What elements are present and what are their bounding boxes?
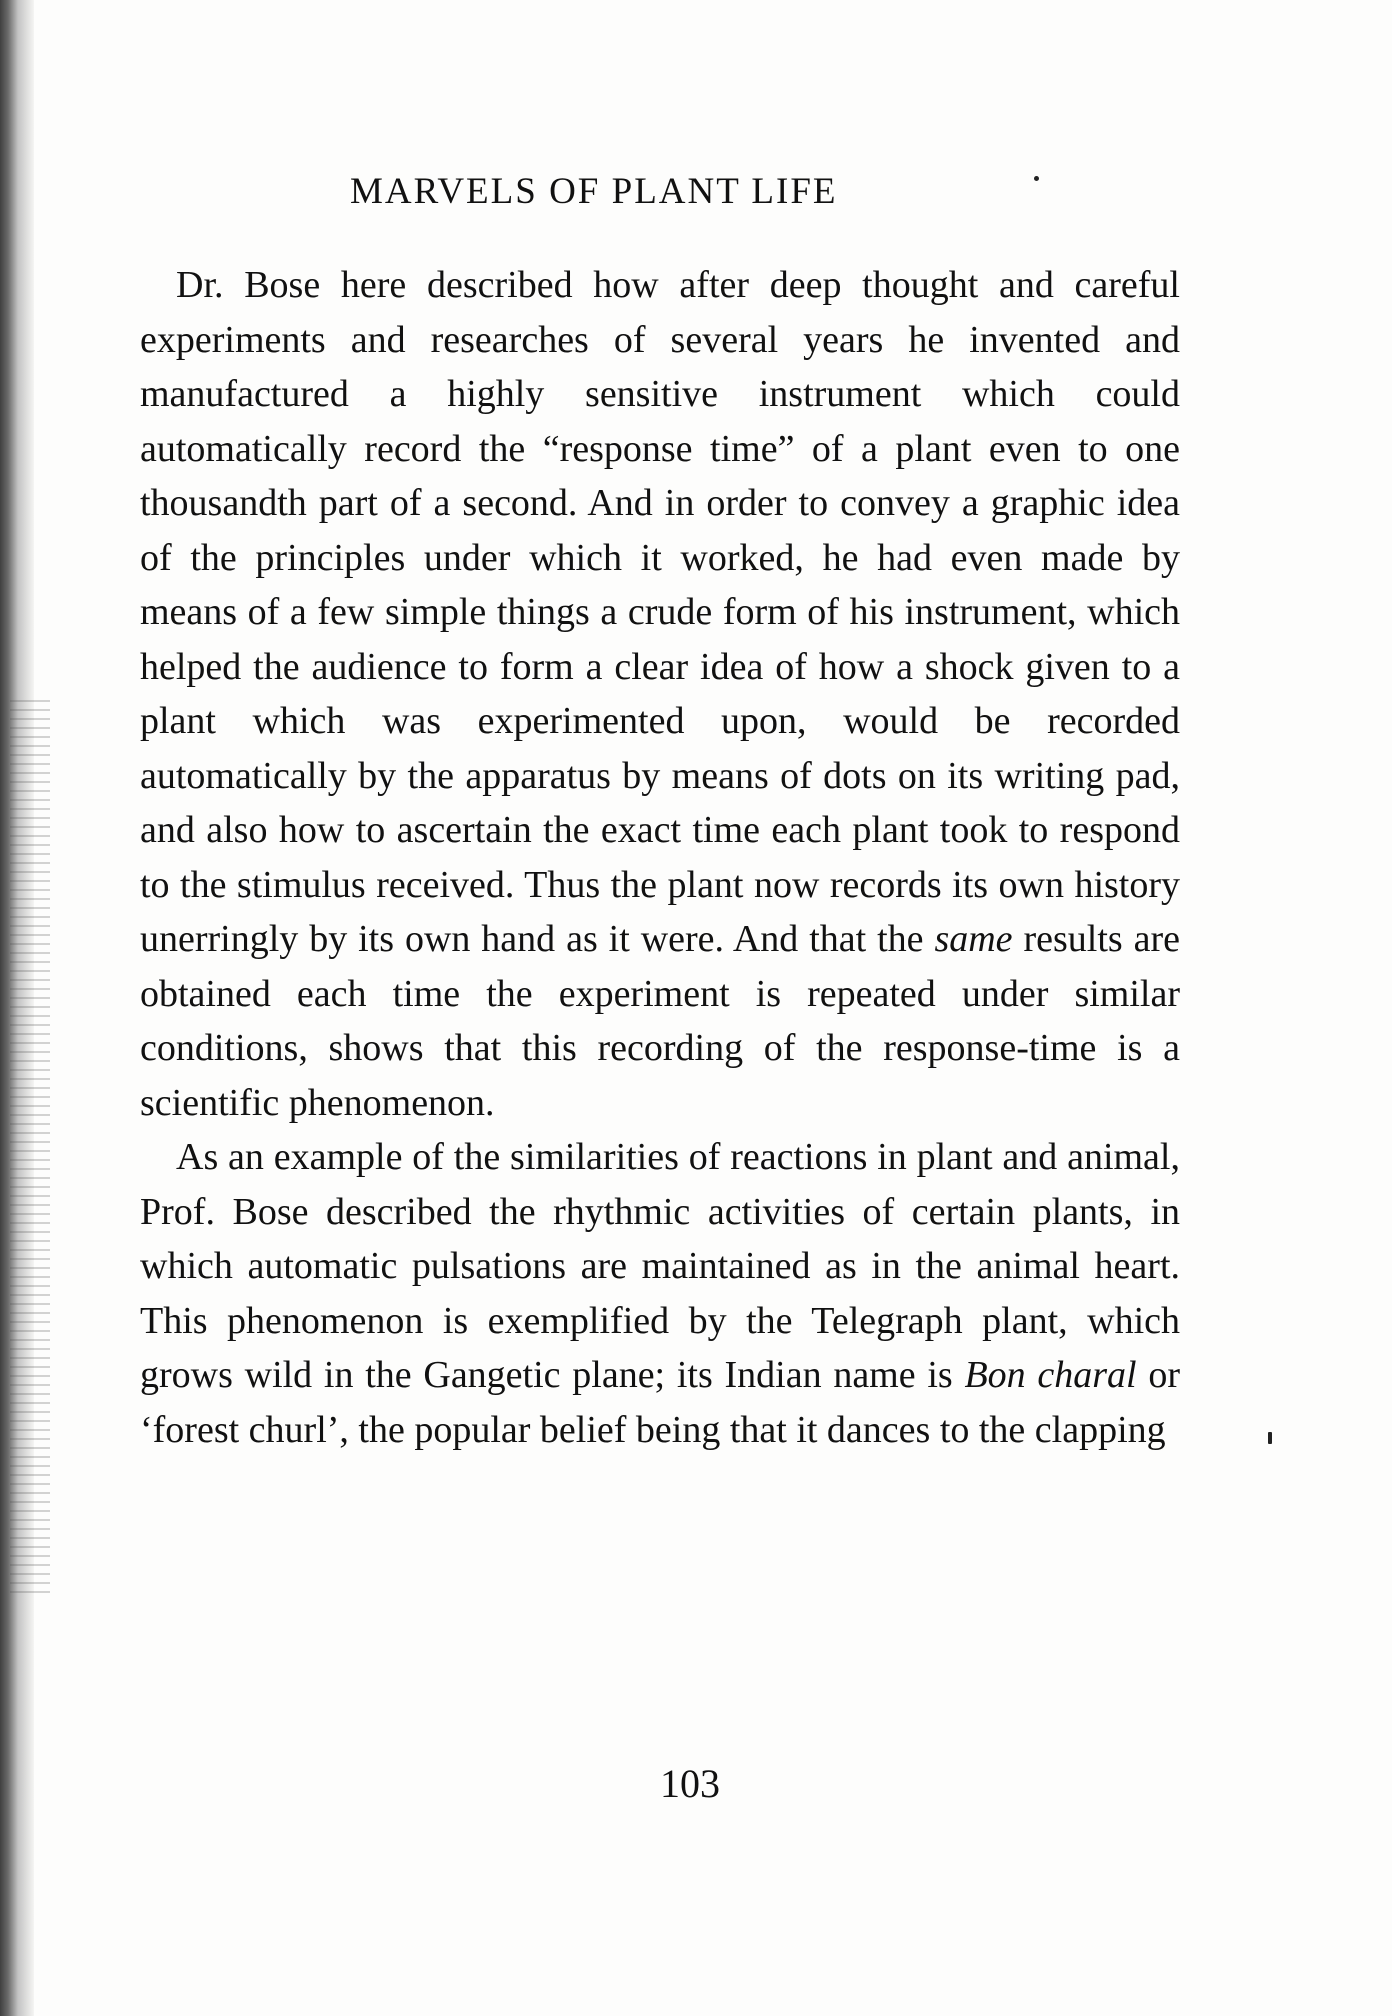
- binding-texture: [10, 700, 50, 1600]
- paragraph: [140, 258, 1180, 1130]
- page-number: 103: [660, 1761, 720, 1806]
- running-head: MARVELS OF PLANT LIFE: [350, 171, 838, 212]
- italic-text: Bon charal: [964, 1354, 1137, 1396]
- stray-mark: [1268, 1432, 1272, 1444]
- stray-mark: [1034, 176, 1039, 181]
- body-text: [140, 258, 1180, 1457]
- paragraph-text: results are obtained each time the experiment is repeated under similar conditions, shows that this recording of the response-time is a scientific phenomenon.: [140, 918, 1180, 1124]
- paragraph-text: As an example of the similarities of reactions in plant and animal, Prof. Bose described the rhythmic activities of certain plants, in which automatic pulsations are maintained as in the animal heart. This phenomenon is exemplified by the Telegraph plant, which grows wild in the Gangetic plane; its Indian name is: [140, 1136, 1180, 1396]
- italic-text: same: [934, 918, 1013, 960]
- paragraph: [140, 1130, 1180, 1457]
- paragraph-text: or ‘forest churl’, the popular belief being that it dances to the clapping: [140, 1354, 1181, 1451]
- paragraph-text: Dr. Bose here described how after deep thought and careful experiments and researches of several years he invented and manufactured a highly sensitive instrument which could automatically record the “response time” of a plant even to one thousandth part of a second. And in order to convey a graphic idea of the principles under which it worked, he had even made by means of a few simple things a crude form of his instrument, which helped the audience to form a clear idea of how a shock given to a plant which was experimented upon, would be recorded automatically by the apparatus by means of dots on its writing pad, and also how to ascertain the exact time each plant took to respond to the stimulus received. Thus the plant now records its own history unerringly by its own hand as it were. And that the: [140, 264, 1180, 960]
